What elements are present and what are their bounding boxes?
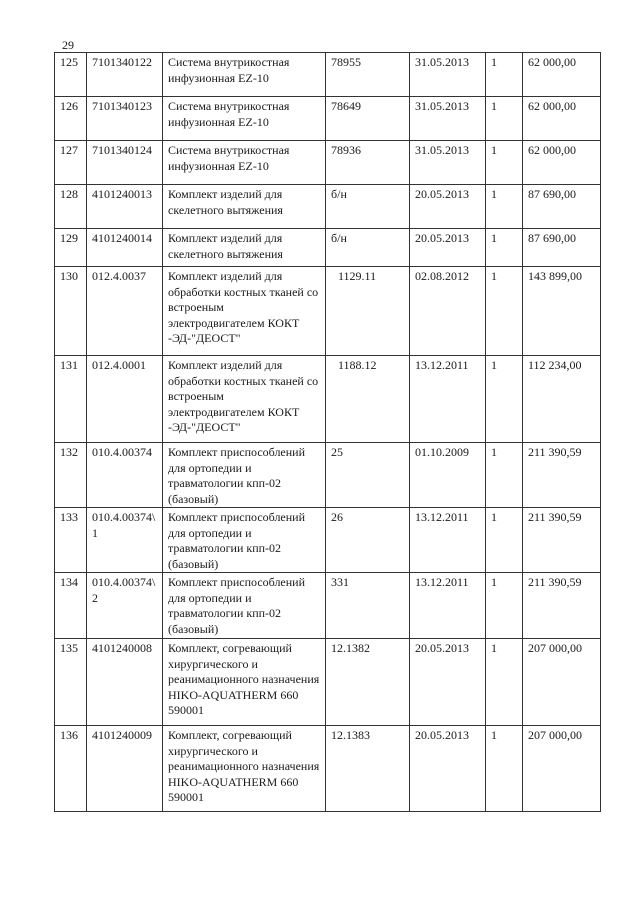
inventory-table-body [55,53,601,812]
quantity-cell: 1 [486,229,523,267]
table-row [55,443,601,508]
table-row [55,508,601,573]
cost-cell: 112 234,00 [523,356,601,443]
quantity-cell: 1 [486,356,523,443]
table-row [55,573,601,639]
table-row [55,726,601,812]
date-cell: 13.12.2011 [410,508,486,573]
inventory-number-cell: 1188.12 [326,356,410,443]
item-name-cell: Комплект изделий для обработки костных тканей со встроеным электродвигателем КОКТ -ЭД-"ДЕОСТ" [163,267,326,356]
date-cell: 20.05.2013 [410,229,486,267]
inventory-code-cell: 010.4.00374\1 [87,508,163,573]
table-row [55,356,601,443]
inventory-code-cell: 4101240013 [87,185,163,229]
inventory-code-cell: 4101240014 [87,229,163,267]
cost-cell: 207 000,00 [523,639,601,726]
inventory-number-cell: 1129.11 [326,267,410,356]
quantity-cell: 1 [486,185,523,229]
cost-cell: 87 690,00 [523,229,601,267]
inventory-code-cell: 010.4.00374 [87,443,163,508]
row-number-cell: 126 [55,97,87,141]
row-number-cell: 131 [55,356,87,443]
inventory-number-cell: 25 [326,443,410,508]
inventory-code-cell: 012.4.0001 [87,356,163,443]
item-name-cell: Комплект изделий для скелетного вытяжения [163,229,326,267]
item-name-cell: Система внутрикостная инфузионная EZ-10 [163,53,326,97]
quantity-cell: 1 [486,443,523,508]
cost-cell: 62 000,00 [523,141,601,185]
item-name-cell: Комплект приспособлений для ортопедии и травматологии кпп-02 (базовый) [163,508,326,573]
item-name-cell: Комплект приспособлений для ортопедии и травматологии кпп-02 (базовый) [163,573,326,639]
inventory-code-cell: 4101240008 [87,639,163,726]
inventory-number-cell: 12.1383 [326,726,410,812]
inventory-code-cell: 7101340124 [87,141,163,185]
quantity-cell: 1 [486,141,523,185]
inventory-code-cell: 4101240009 [87,726,163,812]
date-cell: 13.12.2011 [410,573,486,639]
page-number: 29 [62,38,74,52]
date-cell: 02.08.2012 [410,267,486,356]
date-cell: 31.05.2013 [410,97,486,141]
date-cell: 13.12.2011 [410,356,486,443]
cost-cell: 87 690,00 [523,185,601,229]
row-number-cell: 132 [55,443,87,508]
date-cell: 01.10.2009 [410,443,486,508]
quantity-cell: 1 [486,267,523,356]
inventory-number-cell: 26 [326,508,410,573]
cost-cell: 62 000,00 [523,97,601,141]
inventory-number-cell: 331 [326,573,410,639]
table-row [55,141,601,185]
quantity-cell: 1 [486,508,523,573]
cost-cell: 143 899,00 [523,267,601,356]
row-number-cell: 128 [55,185,87,229]
table-row [55,267,601,356]
row-number-cell: 125 [55,53,87,97]
item-name-cell: Система внутрикостная инфузионная EZ-10 [163,97,326,141]
date-cell: 20.05.2013 [410,726,486,812]
row-number-cell: 136 [55,726,87,812]
row-number-cell: 134 [55,573,87,639]
inventory-code-cell: 012.4.0037 [87,267,163,356]
inventory-number-cell: б/н [326,229,410,267]
table-row [55,53,601,97]
cost-cell: 211 390,59 [523,573,601,639]
date-cell: 20.05.2013 [410,185,486,229]
table-row [55,639,601,726]
inventory-number-cell: 78936 [326,141,410,185]
quantity-cell: 1 [486,53,523,97]
row-number-cell: 129 [55,229,87,267]
quantity-cell: 1 [486,573,523,639]
row-number-cell: 135 [55,639,87,726]
quantity-cell: 1 [486,639,523,726]
inventory-code-cell: 7101340123 [87,97,163,141]
inventory-code-cell: 010.4.00374\2 [87,573,163,639]
item-name-cell: Комплект, согревающий хирургического и реанимационного назначения HIKO-AQUATHERM 660 590001 [163,726,326,812]
item-name-cell: Комплект изделий для скелетного вытяжения [163,185,326,229]
inventory-code-cell: 7101340122 [87,53,163,97]
row-number-cell: 127 [55,141,87,185]
cost-cell: 211 390,59 [523,443,601,508]
inventory-number-cell: 12.1382 [326,639,410,726]
date-cell: 31.05.2013 [410,141,486,185]
table-row [55,97,601,141]
quantity-cell: 1 [486,97,523,141]
item-name-cell: Комплект изделий для обработки костных тканей со встроеным электродвигателем КОКТ -ЭД-"ДЕОСТ" [163,356,326,443]
inventory-number-cell: 78955 [326,53,410,97]
inventory-table [54,52,601,812]
quantity-cell: 1 [486,726,523,812]
cost-cell: 207 000,00 [523,726,601,812]
row-number-cell: 130 [55,267,87,356]
item-name-cell: Система внутрикостная инфузионная EZ-10 [163,141,326,185]
item-name-cell: Комплект приспособлений для ортопедии и травматологии кпп-02 (базовый) [163,443,326,508]
date-cell: 31.05.2013 [410,53,486,97]
date-cell: 20.05.2013 [410,639,486,726]
cost-cell: 62 000,00 [523,53,601,97]
row-number-cell: 133 [55,508,87,573]
table-row [55,229,601,267]
cost-cell: 211 390,59 [523,508,601,573]
inventory-number-cell: б/н [326,185,410,229]
item-name-cell: Комплект, согревающий хирургического и реанимационного назначения HIKO-AQUATHERM 660 590001 [163,639,326,726]
table-row [55,185,601,229]
inventory-number-cell: 78649 [326,97,410,141]
